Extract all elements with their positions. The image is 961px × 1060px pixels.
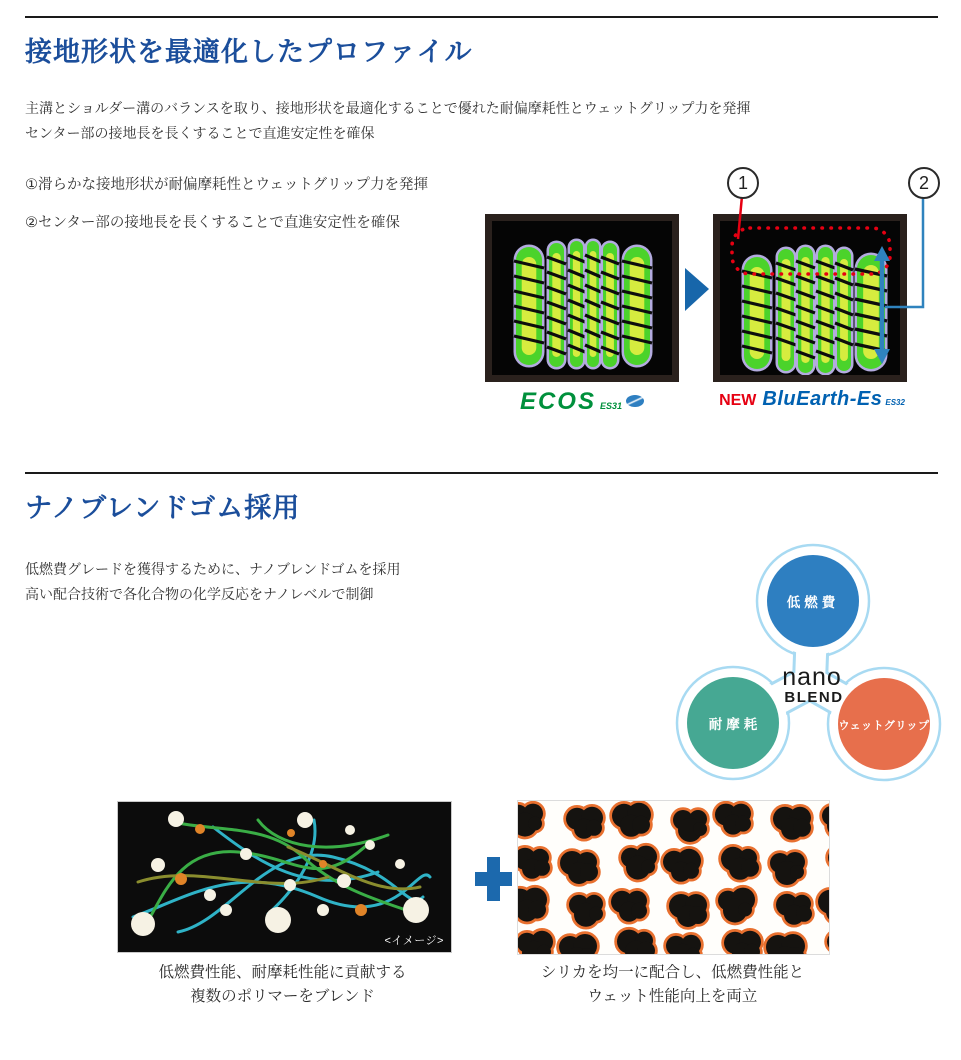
- silica-blobs-graphic: [518, 801, 829, 954]
- polymer-caption: [100, 961, 465, 1009]
- ecos-logo-text: ECOS: [519, 388, 596, 415]
- paragraph-line: 主溝とショルダー溝のバランスを取り、接地形状を最適化することで優れた耐偏摩耗性とウェットグリップ力を発揮: [25, 100, 751, 116]
- contact-patch-figure: [485, 165, 961, 417]
- blend-brand-text: BLEND: [784, 689, 844, 706]
- caption-line: 複数のポリマーをブレンド: [190, 988, 375, 1005]
- section2-paragraph: [25, 557, 401, 607]
- fuel-economy-label: 低燃費: [786, 595, 840, 610]
- section1-point-2: ②センター部の接地長を長くすることで直進安定性を確保: [25, 215, 400, 231]
- wear-resistance-label: 耐摩耗: [708, 717, 762, 732]
- section1-point-1: ①滑らかな接地形状が耐偏摩耗性とウェットグリップ力を発揮: [25, 177, 429, 193]
- paragraph-line: センター部の接地長を長くすることで直進安定性を確保: [25, 125, 375, 141]
- ecos-code-text: ES31: [599, 401, 623, 411]
- plus-icon: [475, 857, 512, 901]
- section1-top-rule: [25, 16, 938, 18]
- callout-1-badge: 1: [727, 167, 759, 199]
- arrow-head-up-icon: [874, 246, 890, 261]
- paragraph-line: 低燃費グレードを獲得するために、ナノブレンドゴムを採用: [25, 561, 401, 577]
- caption-line: シリカを均一に配合し、低燃費性能と: [540, 964, 805, 981]
- image-note: <イメージ>: [384, 935, 444, 947]
- callout-2-badge: 2: [908, 167, 940, 199]
- section2-top-rule: [25, 472, 938, 474]
- section1-paragraph: [25, 96, 750, 146]
- figure-annotations: [485, 165, 961, 417]
- caption-line: 低燃費性能、耐摩耗性能に貢献する: [158, 964, 407, 981]
- callout2-leader-line: [885, 196, 923, 307]
- polymer-strands-graphic: [118, 802, 451, 952]
- polymer-blend-image: [117, 801, 452, 953]
- caption-line: ウェット性能向上を両立: [587, 988, 758, 1005]
- silica-caption: [505, 961, 840, 1009]
- callout1-leader-line: [738, 196, 742, 239]
- section1-title: 接地形状を最適化したプロファイル: [25, 37, 473, 67]
- arrow-head-down-icon: [874, 349, 890, 364]
- new-label: NEW: [719, 392, 757, 409]
- silica-dispersion-image: [517, 800, 830, 955]
- bluearth-code-text: ES32: [885, 398, 905, 407]
- section2-title: ナノブレンドゴム採用: [25, 493, 301, 523]
- shoulder-area-dotted-box: [732, 228, 890, 274]
- nano-brand-text: nano: [782, 663, 842, 691]
- paragraph-line: 高い配合技術で各化合物の化学反応をナノレベルで制御: [25, 586, 374, 602]
- nano-blend-diagram: [675, 530, 961, 790]
- bluearth-logo-text: BluEarth-Es: [762, 388, 883, 410]
- wet-grip-label: ウェットグリップ: [838, 720, 930, 732]
